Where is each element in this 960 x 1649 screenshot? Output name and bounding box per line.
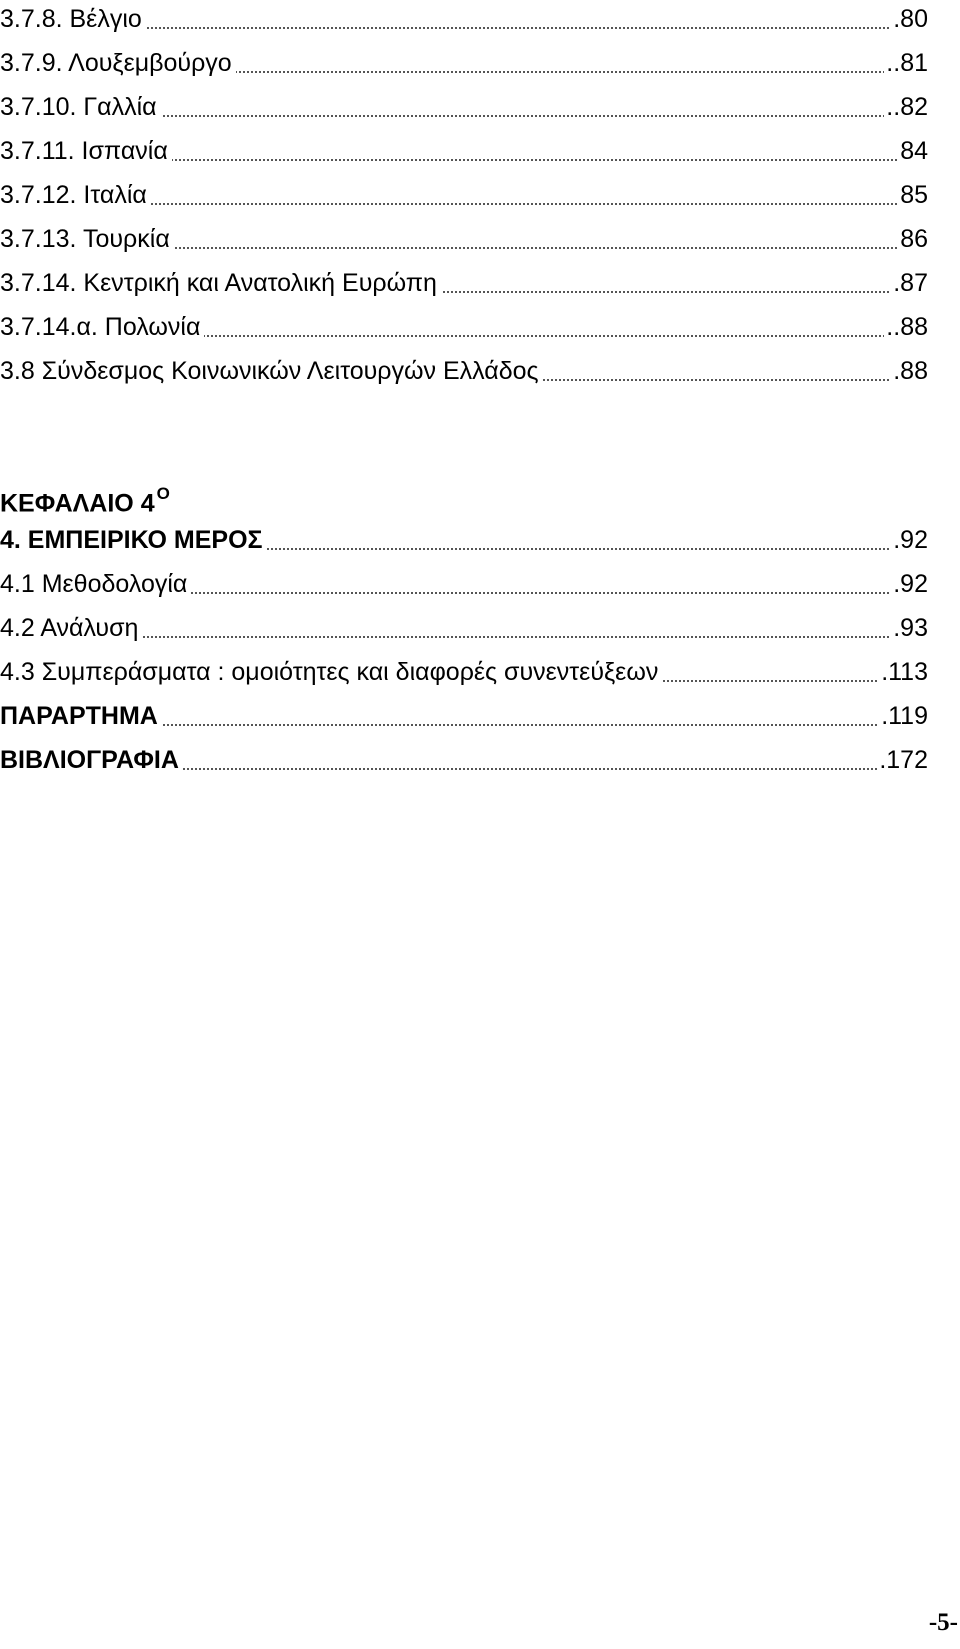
toc-entry: [0, 699, 928, 733]
toc-entry-page: 84: [898, 134, 928, 168]
toc-entry-label: 3.7.12. Ιταλία: [0, 178, 151, 212]
toc-entry-label: 4.3 Συμπεράσματα : ομοιότητες και διαφορές συνεντεύξεων: [0, 655, 662, 689]
toc-entry: [0, 46, 928, 80]
toc-entry: [0, 222, 928, 256]
toc-entry-label: ΠΑΡΑΡΤΗΜΑ: [0, 699, 162, 733]
toc-entry-page: ..82: [884, 90, 928, 124]
toc-entry: [0, 2, 928, 36]
toc-entry-label: 3.7.9. Λουξεμβούργο: [0, 46, 236, 80]
toc-entry-page: .92: [891, 523, 928, 557]
toc-entry-label: 3.7.13. Τουρκία: [0, 222, 174, 256]
toc-entry: [0, 743, 928, 777]
toc-entry-page: .93: [891, 611, 928, 645]
toc-entry-label: ΒΙΒΛΙΟΓΡΑΦΙΑ: [0, 743, 183, 777]
toc-entry-page: .80: [891, 2, 928, 36]
toc-entry-page: .119: [879, 699, 928, 733]
toc-entry-label: 4.2 Ανάλυση: [0, 611, 142, 645]
toc-entry: [0, 611, 928, 645]
toc-entry: [0, 266, 928, 300]
toc-entry: [0, 90, 928, 124]
toc-entry: [0, 523, 928, 557]
toc-entry-label: 3.7.11. Ισπανία: [0, 134, 172, 168]
toc-entry-label: 3.7.14. Κεντρική και Ανατολική Ευρώπη: [0, 266, 441, 300]
toc-entry-label: 4.1 Μεθοδολογία: [0, 567, 191, 601]
toc-entry-label: 3.7.10. Γαλλία: [0, 90, 161, 124]
toc-entry-page: 86: [898, 222, 928, 256]
toc-entry-label: 3.7.14.α. Πολωνία: [0, 310, 204, 344]
chapter-heading-text: ΚΕΦΑΛΑΙΟ 4: [0, 489, 155, 518]
toc-entry: [0, 134, 928, 168]
toc-entry: [0, 655, 928, 689]
toc-entry-label: 3.8 Σύνδεσμος Κοινωνικών Λειτουργών Ελλάδος: [0, 354, 543, 388]
toc-entry-page: .87: [891, 266, 928, 300]
toc-entry-page: 85: [898, 178, 928, 212]
page-number: -5-: [928, 1609, 958, 1636]
toc-entry-label: 4. ΕΜΠΕΙΡΙΚΟ ΜΕΡΟΣ: [0, 523, 267, 557]
toc-entry: [0, 178, 928, 212]
toc-entry-page: .88: [891, 354, 928, 388]
toc-entry: [0, 310, 928, 344]
toc-entry: [0, 567, 928, 601]
toc-entry-page: .172: [877, 743, 928, 777]
toc-entry-page: .113: [879, 655, 928, 689]
chapter-heading-superscript: Ο: [156, 484, 170, 503]
toc-entry-page: ..88: [884, 310, 928, 344]
toc-entry-page: .92: [891, 567, 928, 601]
chapter-heading: [0, 480, 170, 520]
toc-entry-page: ..81: [884, 46, 928, 80]
toc-entry-label: 3.7.8. Βέλγιο: [0, 2, 146, 36]
toc-entry: [0, 354, 928, 388]
